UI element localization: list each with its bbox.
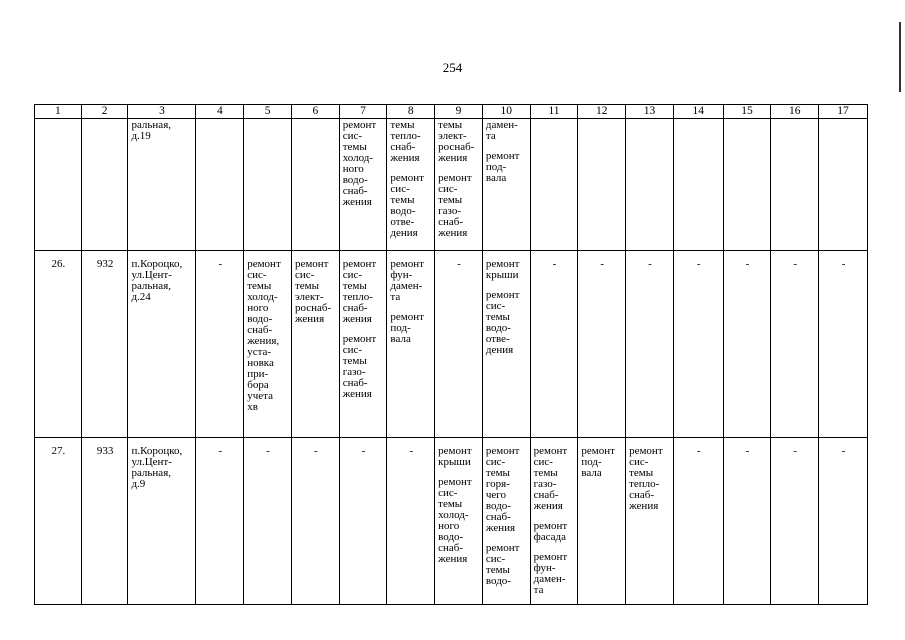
cell-col-12 xyxy=(578,119,626,251)
column-header-1: 1 xyxy=(35,105,82,119)
work-item: ремонт сис- темы газо- снаб- жения xyxy=(533,445,568,512)
cell-col-8: - xyxy=(387,438,435,605)
work-item: ремонт под- вала xyxy=(485,150,520,184)
work-item: ремонт сис- темы тепло- снаб- жения xyxy=(629,445,663,512)
column-header-10: 10 xyxy=(482,105,530,119)
cell-col-2: 932 xyxy=(81,251,128,438)
cell-col-11 xyxy=(530,438,578,605)
cell-col-11 xyxy=(530,119,578,251)
cell-col-3: ральная, д.19 xyxy=(128,119,196,251)
column-header-8: 8 xyxy=(387,105,435,119)
cell-col-15 xyxy=(723,119,771,251)
cell-col-14: - xyxy=(673,251,723,438)
cell-col-5: - xyxy=(244,438,292,605)
table-row-continued xyxy=(35,119,868,251)
cell-col-4: - xyxy=(196,251,244,438)
work-item: ремонт сис- темы холод- ного водо- снаб- жения xyxy=(438,476,472,565)
cell-col-11: - xyxy=(530,251,578,438)
work-item: ремонт фасада xyxy=(533,520,568,543)
cell-col-6 xyxy=(291,251,339,438)
cell-col-15: - xyxy=(723,251,771,438)
cell-col-2: 933 xyxy=(81,438,128,605)
column-header-4: 4 xyxy=(196,105,244,119)
cell-col-9 xyxy=(435,119,483,251)
work-item: темы элект- роснаб- жения xyxy=(438,119,475,164)
cell-col-16: - xyxy=(771,438,819,605)
cell-col-5 xyxy=(244,119,292,251)
cell-col-17: - xyxy=(819,251,868,438)
cell-col-7 xyxy=(339,251,387,438)
table-row-27 xyxy=(35,438,868,605)
column-header-11: 11 xyxy=(530,105,578,119)
cell-col-7: - xyxy=(339,438,387,605)
work-item: ремонт под- вала xyxy=(581,445,615,479)
cell-col-13 xyxy=(626,438,674,605)
work-item: ремонт сис- темы горя- чего водо- снаб- жения xyxy=(485,445,520,534)
page-edge-mark xyxy=(899,22,901,92)
column-header-17: 17 xyxy=(819,105,868,119)
work-item: ремонт сис- темы газо- снаб- жения xyxy=(438,172,472,239)
cell-col-12 xyxy=(578,438,626,605)
work-item: ремонт фун- дамен- та xyxy=(390,258,424,303)
column-header-13: 13 xyxy=(626,105,674,119)
work-item: ремонт под- вала xyxy=(390,311,424,345)
work-item: ремонт сис- темы водо- отве- дения xyxy=(485,289,520,356)
cell-col-15: - xyxy=(723,438,771,605)
column-header-5: 5 xyxy=(244,105,292,119)
column-header-15: 15 xyxy=(723,105,771,119)
cell-col-1 xyxy=(35,119,82,251)
table-row-26 xyxy=(35,251,868,438)
work-item: ремонт крыши xyxy=(485,258,520,281)
cell-col-12: - xyxy=(578,251,626,438)
work-item: ремонт фун- дамен- та xyxy=(533,551,568,596)
cell-col-13 xyxy=(626,119,674,251)
cell-col-16: - xyxy=(771,251,819,438)
work-item: ремонт сис- темы водо- xyxy=(485,542,520,587)
cell-col-3: п.Короцко, ул.Цент- ральная, д.24 xyxy=(128,251,196,438)
column-header-12: 12 xyxy=(578,105,626,119)
work-item: ремонт крыши xyxy=(438,445,472,468)
cell-col-16 xyxy=(771,119,819,251)
cell-col-13: - xyxy=(626,251,674,438)
cell-col-17: - xyxy=(819,438,868,605)
column-header-2: 2 xyxy=(81,105,128,119)
work-item: ремонт сис- темы элект- роснаб- жения xyxy=(294,258,332,325)
column-header-6: 6 xyxy=(291,105,339,119)
cell-col-6 xyxy=(291,119,339,251)
column-number-header-row xyxy=(35,105,868,119)
cell-col-8 xyxy=(387,251,435,438)
cell-col-14: - xyxy=(673,438,723,605)
cell-col-5 xyxy=(244,251,292,438)
column-header-16: 16 xyxy=(771,105,819,119)
work-item: темы тепло- снаб- жения xyxy=(390,119,421,164)
cell-col-10 xyxy=(482,251,530,438)
cell-col-3: п.Короцко, ул.Цент- ральная, д.9 xyxy=(128,438,196,605)
work-item: ремонт сис- темы тепло- снаб- жения xyxy=(342,258,377,325)
cell-col-9 xyxy=(435,438,483,605)
column-header-7: 7 xyxy=(339,105,387,119)
column-header-9: 9 xyxy=(435,105,483,119)
cell-col-8 xyxy=(387,119,435,251)
cell-col-2 xyxy=(81,119,128,251)
cell-col-14 xyxy=(673,119,723,251)
cell-col-10 xyxy=(482,119,530,251)
page-number: 254 xyxy=(442,60,463,75)
cell-col-9: - xyxy=(435,251,483,438)
work-item: ремонт сис- темы водо- отве- дения xyxy=(390,172,424,239)
work-item: ремонт сис- темы газо- снаб- жения xyxy=(342,333,377,400)
repair-schedule-table xyxy=(34,104,868,605)
cell-col-10 xyxy=(482,438,530,605)
work-item: ремонт сис- темы холод- ного водо- снаб- жения xyxy=(342,119,377,208)
column-header-3: 3 xyxy=(128,105,196,119)
work-item: ремонт сис- темы холод- ного водо- снаб- жения, уста- новка при- бора учета хв xyxy=(247,258,281,413)
cell-col-4: - xyxy=(196,438,244,605)
cell-col-6: - xyxy=(291,438,339,605)
work-item: дамен- та xyxy=(485,119,518,142)
cell-col-7 xyxy=(339,119,387,251)
column-header-14: 14 xyxy=(673,105,723,119)
cell-col-4 xyxy=(196,119,244,251)
cell-col-1: 26. xyxy=(35,251,82,438)
cell-col-17 xyxy=(819,119,868,251)
cell-col-1: 27. xyxy=(35,438,82,605)
